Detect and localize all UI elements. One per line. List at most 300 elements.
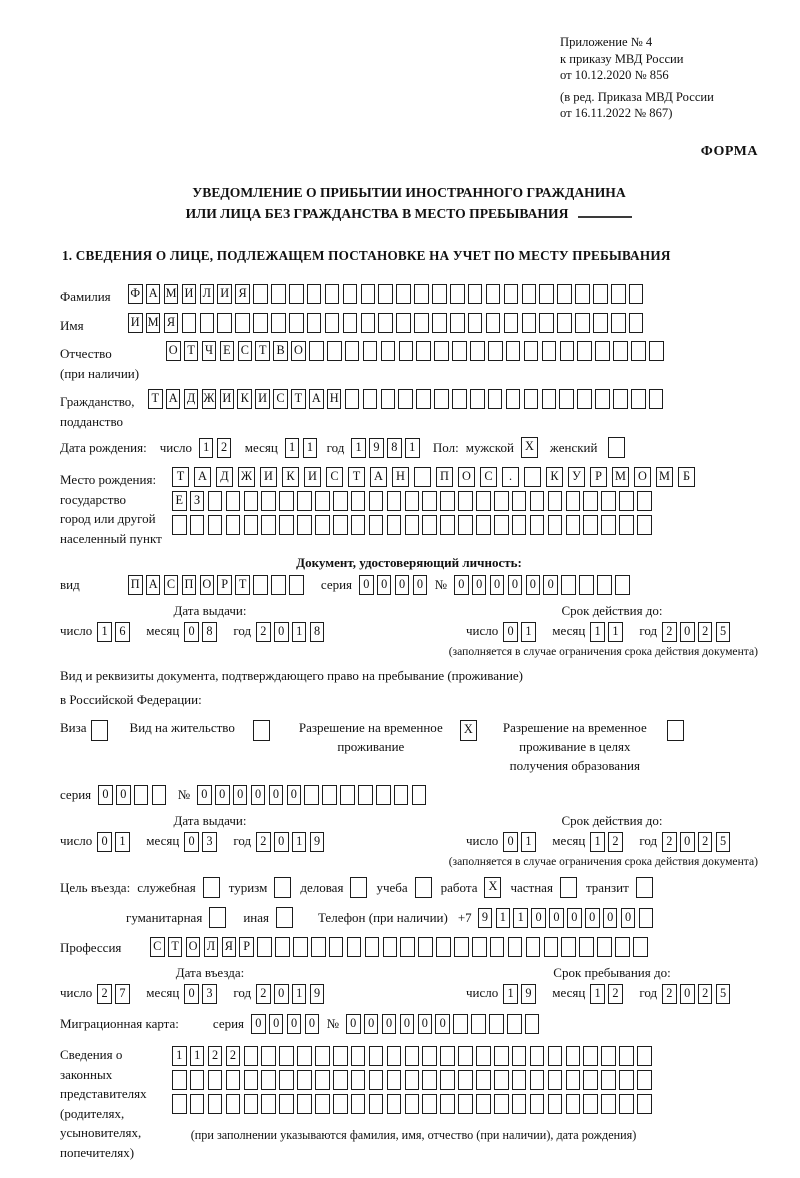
cell[interactable] xyxy=(340,785,355,805)
cell[interactable] xyxy=(615,937,630,957)
cell[interactable] xyxy=(619,1046,634,1066)
cell[interactable] xyxy=(279,1046,294,1066)
doc-kind-input[interactable] xyxy=(128,575,307,595)
cell[interactable]: 1 xyxy=(521,622,536,642)
birth-month-input[interactable] xyxy=(285,438,321,458)
cell[interactable] xyxy=(396,313,411,333)
cell[interactable] xyxy=(476,1046,491,1066)
cell[interactable] xyxy=(351,1070,366,1090)
doc-nomer-input[interactable] xyxy=(454,575,633,595)
cell[interactable] xyxy=(494,1094,509,1114)
cell[interactable] xyxy=(333,1046,348,1066)
cell[interactable] xyxy=(398,389,413,409)
cell[interactable] xyxy=(524,467,541,487)
cell[interactable] xyxy=(440,1094,455,1114)
cell[interactable] xyxy=(579,937,594,957)
cell[interactable] xyxy=(432,284,447,304)
cell[interactable]: С xyxy=(238,341,253,361)
cell[interactable] xyxy=(190,1070,205,1090)
cell[interactable]: 0 xyxy=(233,785,248,805)
cell[interactable]: 0 xyxy=(585,908,600,928)
validity-month-input[interactable] xyxy=(590,622,626,642)
cell[interactable] xyxy=(631,389,646,409)
cell[interactable] xyxy=(595,341,610,361)
cell[interactable] xyxy=(405,1094,420,1114)
cell[interactable] xyxy=(315,1046,330,1066)
cell[interactable] xyxy=(422,515,437,535)
cell[interactable]: 0 xyxy=(413,575,428,595)
permit-validity-day-input[interactable] xyxy=(503,832,539,852)
migcard-nomer-input[interactable] xyxy=(346,1014,543,1034)
cell[interactable] xyxy=(539,284,554,304)
cell[interactable] xyxy=(488,341,503,361)
cell[interactable]: 9 xyxy=(521,984,536,1004)
cell[interactable] xyxy=(601,515,616,535)
cell[interactable] xyxy=(601,1094,616,1114)
cell[interactable] xyxy=(637,491,652,511)
cell[interactable]: К xyxy=(546,467,563,487)
cell[interactable] xyxy=(561,937,576,957)
cell[interactable] xyxy=(637,1094,652,1114)
cell[interactable]: 8 xyxy=(387,438,402,458)
cell[interactable] xyxy=(329,937,344,957)
birthplace-line2-input[interactable] xyxy=(172,491,700,511)
cell[interactable] xyxy=(394,785,409,805)
cell[interactable] xyxy=(458,515,473,535)
purpose-work-checkbox[interactable] xyxy=(484,877,501,898)
cell[interactable] xyxy=(512,1070,527,1090)
temp-residence-checkbox[interactable] xyxy=(460,720,477,741)
cell[interactable]: 1 xyxy=(608,622,623,642)
cell[interactable] xyxy=(619,515,634,535)
birthplace-line3-input[interactable] xyxy=(172,515,700,535)
cell[interactable] xyxy=(649,389,664,409)
cell[interactable]: Д xyxy=(184,389,199,409)
cell[interactable] xyxy=(548,491,563,511)
cell[interactable] xyxy=(279,1094,294,1114)
cell[interactable]: 2 xyxy=(662,622,677,642)
cell[interactable] xyxy=(91,720,108,741)
cell[interactable] xyxy=(208,1094,223,1114)
cell[interactable]: 1 xyxy=(503,984,518,1004)
cell[interactable] xyxy=(575,284,590,304)
cell[interactable]: И xyxy=(220,389,235,409)
cell[interactable]: Б xyxy=(678,467,695,487)
cell[interactable] xyxy=(649,341,664,361)
cell[interactable] xyxy=(311,937,326,957)
cell[interactable] xyxy=(376,785,391,805)
cell[interactable] xyxy=(539,313,554,333)
cell[interactable] xyxy=(557,313,572,333)
cell[interactable]: С xyxy=(480,467,497,487)
cell[interactable] xyxy=(172,1070,187,1090)
temp-residence-edu-checkbox[interactable] xyxy=(667,720,684,741)
cell[interactable]: 3 xyxy=(202,984,217,1004)
cell[interactable] xyxy=(476,1094,491,1114)
cell[interactable] xyxy=(351,515,366,535)
purpose-tourism-checkbox[interactable] xyxy=(274,877,291,898)
citizenship-input[interactable] xyxy=(148,389,667,409)
cell[interactable] xyxy=(530,1094,545,1114)
cell[interactable]: 0 xyxy=(269,1014,284,1034)
cell[interactable] xyxy=(387,1094,402,1114)
cell[interactable]: Е xyxy=(220,341,235,361)
cell[interactable]: 0 xyxy=(680,832,695,852)
stay-month-input[interactable] xyxy=(590,984,626,1004)
cell[interactable] xyxy=(542,341,557,361)
cell[interactable] xyxy=(276,907,293,928)
cell[interactable] xyxy=(512,1094,527,1114)
cell[interactable]: О xyxy=(186,937,201,957)
cell[interactable]: П xyxy=(436,467,453,487)
cell[interactable] xyxy=(279,515,294,535)
cell[interactable] xyxy=(387,1046,402,1066)
cell[interactable] xyxy=(261,491,276,511)
cell[interactable]: 2 xyxy=(256,984,271,1004)
cell[interactable] xyxy=(490,937,505,957)
cell[interactable] xyxy=(405,1046,420,1066)
cell[interactable]: С xyxy=(150,937,165,957)
cell[interactable]: 1 xyxy=(172,1046,187,1066)
cell[interactable]: 0 xyxy=(359,575,374,595)
cell[interactable]: О xyxy=(634,467,651,487)
cell[interactable] xyxy=(343,284,358,304)
cell[interactable] xyxy=(274,877,291,898)
cell[interactable]: 0 xyxy=(680,622,695,642)
cell[interactable] xyxy=(434,389,449,409)
cell[interactable] xyxy=(369,1046,384,1066)
cell[interactable] xyxy=(304,785,319,805)
purpose-private-checkbox[interactable] xyxy=(560,877,577,898)
purpose-humanitarian-checkbox[interactable] xyxy=(209,907,226,928)
cell[interactable]: 1 xyxy=(405,438,420,458)
cell[interactable] xyxy=(583,515,598,535)
cell[interactable] xyxy=(200,313,215,333)
cell[interactable]: X xyxy=(460,720,477,741)
cell[interactable] xyxy=(504,284,519,304)
cell[interactable] xyxy=(583,491,598,511)
residence-permit-checkbox[interactable] xyxy=(253,720,270,741)
cell[interactable] xyxy=(629,284,644,304)
cell[interactable] xyxy=(315,1070,330,1090)
cell[interactable] xyxy=(381,341,396,361)
cell[interactable] xyxy=(639,908,654,928)
cell[interactable] xyxy=(468,284,483,304)
cell[interactable] xyxy=(271,313,286,333)
cell[interactable]: В xyxy=(273,341,288,361)
cell[interactable] xyxy=(494,1046,509,1066)
cell[interactable] xyxy=(261,515,276,535)
cell[interactable] xyxy=(226,491,241,511)
birth-year-input[interactable] xyxy=(351,438,423,458)
cell[interactable]: У xyxy=(568,467,585,487)
stay-day-input[interactable] xyxy=(503,984,539,1004)
cell[interactable]: С xyxy=(273,389,288,409)
cell[interactable] xyxy=(400,937,415,957)
cell[interactable]: 2 xyxy=(97,984,112,1004)
cell[interactable] xyxy=(343,313,358,333)
cell[interactable] xyxy=(601,491,616,511)
cell[interactable]: 0 xyxy=(621,908,636,928)
cell[interactable]: 1 xyxy=(190,1046,205,1066)
cell[interactable] xyxy=(422,491,437,511)
cell[interactable] xyxy=(351,491,366,511)
cell[interactable] xyxy=(561,575,576,595)
cell[interactable] xyxy=(548,1070,563,1090)
cell[interactable] xyxy=(387,515,402,535)
legal-line3-input[interactable] xyxy=(172,1094,655,1114)
cell[interactable]: С xyxy=(326,467,343,487)
cell[interactable] xyxy=(226,1094,241,1114)
cell[interactable]: И xyxy=(260,467,277,487)
cell[interactable]: 1 xyxy=(521,832,536,852)
permit-issue-year-input[interactable] xyxy=(256,832,328,852)
cell[interactable] xyxy=(414,467,431,487)
cell[interactable] xyxy=(253,284,268,304)
cell[interactable]: Т xyxy=(255,341,270,361)
cell[interactable] xyxy=(560,341,575,361)
cell[interactable]: 0 xyxy=(98,785,113,805)
cell[interactable] xyxy=(253,575,268,595)
cell[interactable] xyxy=(566,1070,581,1090)
cell[interactable]: Я xyxy=(222,937,237,957)
permit-seriya-input[interactable] xyxy=(98,785,170,805)
cell[interactable]: А xyxy=(146,575,161,595)
cell[interactable] xyxy=(279,491,294,511)
cell[interactable]: 5 xyxy=(716,622,731,642)
cell[interactable] xyxy=(325,313,340,333)
cell[interactable] xyxy=(208,491,223,511)
cell[interactable] xyxy=(333,491,348,511)
cell[interactable] xyxy=(369,515,384,535)
cell[interactable]: 0 xyxy=(567,908,582,928)
cell[interactable]: А xyxy=(370,467,387,487)
cell[interactable]: 0 xyxy=(184,832,199,852)
cell[interactable] xyxy=(566,491,581,511)
cell[interactable] xyxy=(633,937,648,957)
cell[interactable] xyxy=(226,1070,241,1090)
cell[interactable] xyxy=(494,491,509,511)
cell[interactable] xyxy=(452,341,467,361)
cell[interactable] xyxy=(508,937,523,957)
cell[interactable]: О xyxy=(458,467,475,487)
legal-line2-input[interactable] xyxy=(172,1070,655,1090)
cell[interactable] xyxy=(297,491,312,511)
doc-seriya-input[interactable] xyxy=(359,575,431,595)
cell[interactable] xyxy=(522,284,537,304)
cell[interactable]: Т xyxy=(291,389,306,409)
cell[interactable]: X xyxy=(484,877,501,898)
cell[interactable] xyxy=(208,515,223,535)
cell[interactable] xyxy=(261,1094,276,1114)
cell[interactable] xyxy=(172,515,187,535)
cell[interactable]: 0 xyxy=(197,785,212,805)
cell[interactable] xyxy=(378,313,393,333)
cell[interactable] xyxy=(333,1070,348,1090)
cell[interactable]: 0 xyxy=(116,785,131,805)
cell[interactable]: Р xyxy=(217,575,232,595)
cell[interactable]: 0 xyxy=(274,832,289,852)
cell[interactable] xyxy=(583,1046,598,1066)
cell[interactable]: 7 xyxy=(115,984,130,1004)
cell[interactable]: 0 xyxy=(503,832,518,852)
cell[interactable] xyxy=(629,313,644,333)
cell[interactable] xyxy=(381,389,396,409)
cell[interactable] xyxy=(526,937,541,957)
cell[interactable]: И xyxy=(128,313,143,333)
cell[interactable] xyxy=(244,515,259,535)
visa-checkbox[interactable] xyxy=(91,720,108,741)
cell[interactable] xyxy=(235,313,250,333)
cell[interactable] xyxy=(244,1094,259,1114)
cell[interactable]: 0 xyxy=(287,785,302,805)
cell[interactable] xyxy=(253,720,270,741)
cell[interactable] xyxy=(361,313,376,333)
issue-month-input[interactable] xyxy=(184,622,220,642)
cell[interactable] xyxy=(289,575,304,595)
cell[interactable]: 0 xyxy=(251,785,266,805)
cell[interactable] xyxy=(486,284,501,304)
cell[interactable]: 1 xyxy=(590,832,605,852)
cell[interactable] xyxy=(476,1070,491,1090)
cell[interactable]: 1 xyxy=(115,832,130,852)
permit-issue-month-input[interactable] xyxy=(184,832,220,852)
cell[interactable] xyxy=(297,1094,312,1114)
cell[interactable] xyxy=(595,389,610,409)
cell[interactable] xyxy=(422,1094,437,1114)
cell[interactable] xyxy=(333,1094,348,1114)
cell[interactable] xyxy=(412,785,427,805)
cell[interactable] xyxy=(363,341,378,361)
cell[interactable] xyxy=(416,341,431,361)
cell[interactable] xyxy=(667,720,684,741)
cell[interactable] xyxy=(399,341,414,361)
cell[interactable] xyxy=(506,341,521,361)
cell[interactable] xyxy=(387,491,402,511)
cell[interactable]: 0 xyxy=(418,1014,433,1034)
cell[interactable] xyxy=(253,313,268,333)
cell[interactable]: 2 xyxy=(662,832,677,852)
cell[interactable] xyxy=(396,284,411,304)
cell[interactable]: М xyxy=(164,284,179,304)
cell[interactable] xyxy=(190,1094,205,1114)
cell[interactable] xyxy=(289,313,304,333)
cell[interactable] xyxy=(297,1046,312,1066)
migcard-seriya-input[interactable] xyxy=(251,1014,323,1034)
phone-input[interactable] xyxy=(478,908,657,928)
cell[interactable] xyxy=(414,313,429,333)
cell[interactable] xyxy=(542,389,557,409)
cell[interactable] xyxy=(548,1046,563,1066)
cell[interactable] xyxy=(615,575,630,595)
sex-male-checkbox[interactable] xyxy=(521,437,538,458)
cell[interactable]: 9 xyxy=(478,908,493,928)
validity-day-input[interactable] xyxy=(503,622,539,642)
cell[interactable] xyxy=(345,341,360,361)
cell[interactable]: 0 xyxy=(305,1014,320,1034)
cell[interactable] xyxy=(309,341,324,361)
cell[interactable]: Л xyxy=(204,937,219,957)
cell[interactable] xyxy=(619,1070,634,1090)
cell[interactable]: 2 xyxy=(256,622,271,642)
cell[interactable]: 1 xyxy=(303,438,318,458)
name-input[interactable] xyxy=(128,313,647,333)
cell[interactable] xyxy=(458,1070,473,1090)
cell[interactable] xyxy=(261,1046,276,1066)
legal-line1-input[interactable] xyxy=(172,1046,655,1066)
profession-input[interactable] xyxy=(150,937,651,957)
cell[interactable]: 5 xyxy=(716,984,731,1004)
cell[interactable]: Т xyxy=(168,937,183,957)
cell[interactable] xyxy=(601,1070,616,1090)
cell[interactable] xyxy=(297,1070,312,1090)
cell[interactable]: 0 xyxy=(215,785,230,805)
cell[interactable] xyxy=(418,937,433,957)
cell[interactable] xyxy=(458,1094,473,1114)
cell[interactable] xyxy=(405,491,420,511)
cell[interactable] xyxy=(577,389,592,409)
cell[interactable]: 2 xyxy=(698,622,713,642)
purpose-other-checkbox[interactable] xyxy=(276,907,293,928)
cell[interactable]: 0 xyxy=(503,622,518,642)
cell[interactable]: Ф xyxy=(128,284,143,304)
cell[interactable] xyxy=(279,1070,294,1090)
cell[interactable]: 0 xyxy=(472,575,487,595)
cell[interactable] xyxy=(261,1070,276,1090)
cell[interactable]: 5 xyxy=(716,832,731,852)
cell[interactable]: 6 xyxy=(115,622,130,642)
cell[interactable]: Д xyxy=(216,467,233,487)
cell[interactable] xyxy=(486,313,501,333)
cell[interactable] xyxy=(470,389,485,409)
patronymic-input[interactable] xyxy=(166,341,667,361)
cell[interactable] xyxy=(217,313,232,333)
cell[interactable]: С xyxy=(164,575,179,595)
cell[interactable] xyxy=(405,1070,420,1090)
sex-female-checkbox[interactable] xyxy=(608,437,625,458)
cell[interactable]: 0 xyxy=(346,1014,361,1034)
cell[interactable]: А xyxy=(194,467,211,487)
cell[interactable] xyxy=(613,389,628,409)
cell[interactable] xyxy=(489,1014,504,1034)
cell[interactable] xyxy=(524,389,539,409)
cell[interactable]: 1 xyxy=(199,438,214,458)
cell[interactable]: 1 xyxy=(513,908,528,928)
cell[interactable] xyxy=(506,389,521,409)
cell[interactable] xyxy=(637,1070,652,1090)
cell[interactable] xyxy=(450,313,465,333)
cell[interactable] xyxy=(608,437,625,458)
cell[interactable] xyxy=(611,313,626,333)
cell[interactable]: 2 xyxy=(698,984,713,1004)
cell[interactable]: 0 xyxy=(364,1014,379,1034)
cell[interactable]: 8 xyxy=(202,622,217,642)
cell[interactable] xyxy=(566,1046,581,1066)
cell[interactable]: 2 xyxy=(208,1046,223,1066)
cell[interactable]: Р xyxy=(590,467,607,487)
birthplace-line1-input[interactable] xyxy=(172,467,700,487)
cell[interactable]: 1 xyxy=(285,438,300,458)
cell[interactable] xyxy=(512,515,527,535)
issue-year-input[interactable] xyxy=(256,622,328,642)
cell[interactable]: О xyxy=(291,341,306,361)
cell[interactable] xyxy=(471,1014,486,1034)
cell[interactable]: Е xyxy=(172,491,187,511)
cell[interactable]: 9 xyxy=(310,832,325,852)
cell[interactable] xyxy=(494,1070,509,1090)
permit-nomer-input[interactable] xyxy=(197,785,430,805)
cell[interactable] xyxy=(297,515,312,535)
